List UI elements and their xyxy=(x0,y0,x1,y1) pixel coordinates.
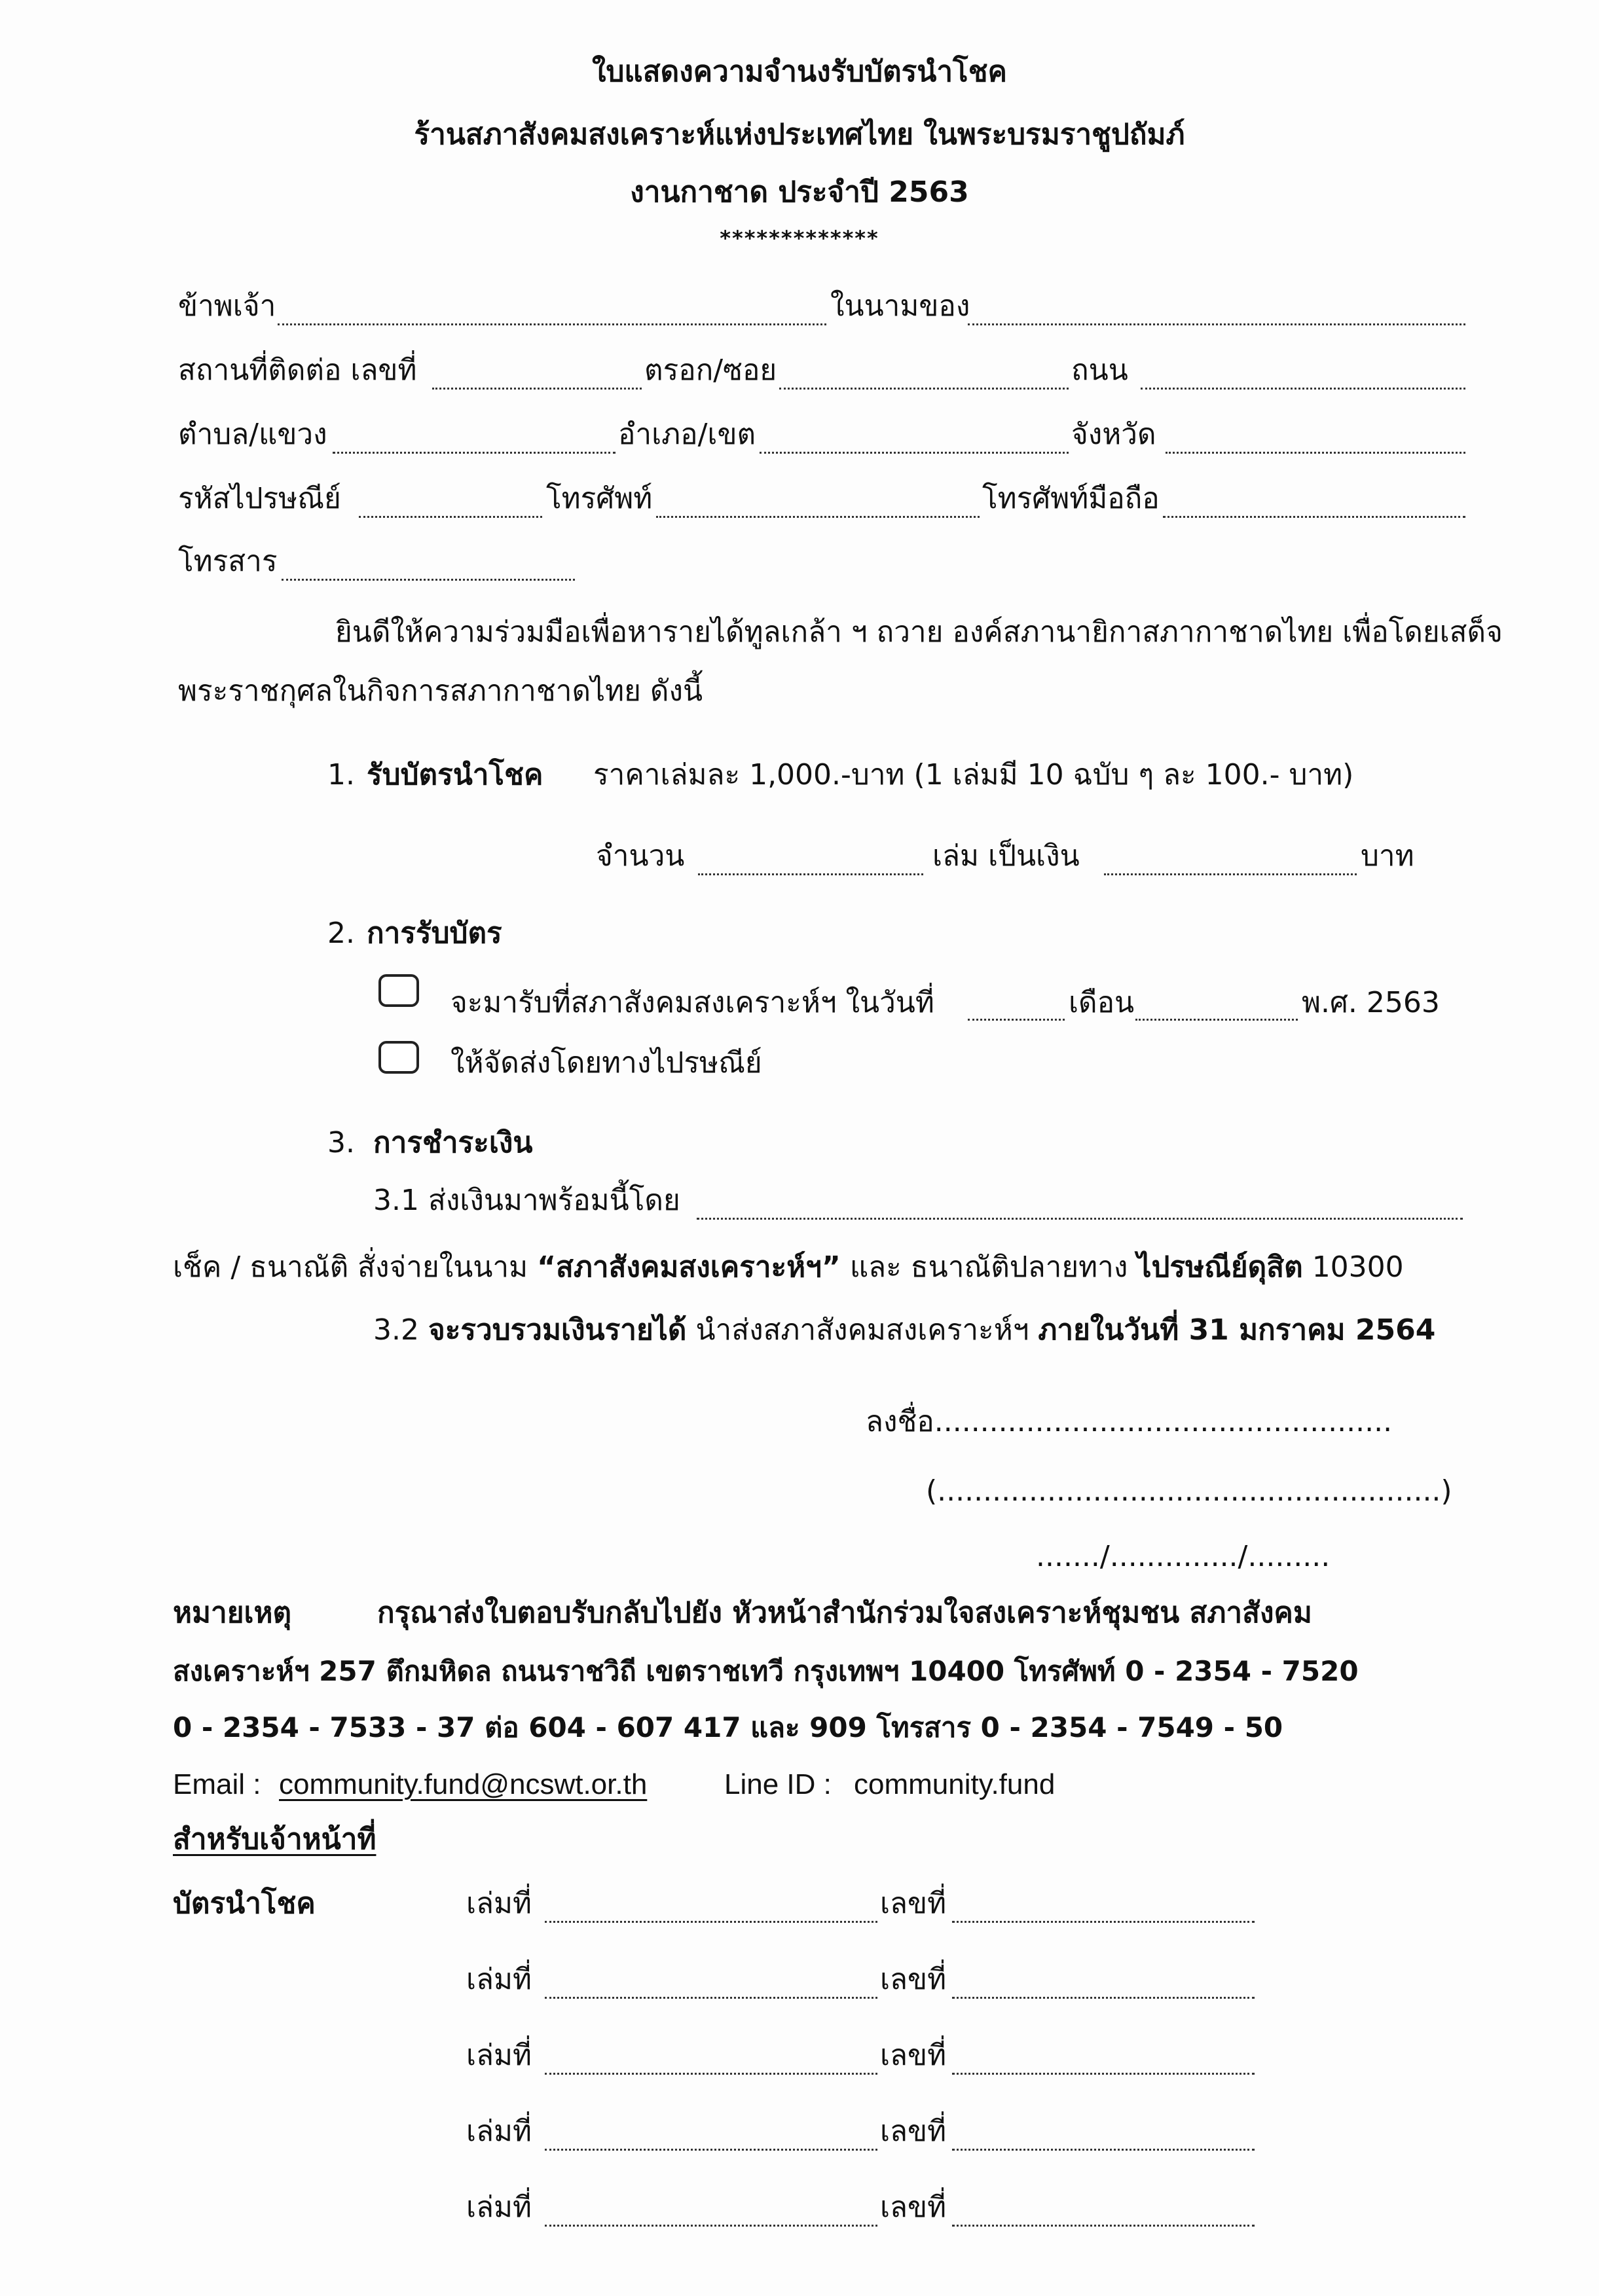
subdistrict-field[interactable] xyxy=(333,452,616,454)
line-id-label: Line ID : xyxy=(724,1768,832,1800)
date-line[interactable]: ......./............../......... xyxy=(1036,1540,1331,1573)
fax-field[interactable] xyxy=(282,579,575,581)
section-2-title: การรับบัตร xyxy=(367,917,502,950)
book-number-label: เล่มที่ xyxy=(466,2115,532,2148)
book-number-field[interactable] xyxy=(545,2225,877,2227)
officer-heading: สำหรับเจ้าหน้าที่ xyxy=(173,1823,377,1856)
item-3-2-collect: จะรวบรวมเงินรายได้ xyxy=(428,1313,687,1347)
payment-item-3-1: 3.1 ส่งเงินมาพร้อมนี้โดย xyxy=(373,1184,680,1217)
header-divider-stars: ************* xyxy=(720,226,879,251)
lottery-ticket-label: บัตรนำโชค xyxy=(173,1887,316,1920)
ticket-number-label: เลขที่ xyxy=(880,1887,947,1920)
mobile-label: โทรศัพท์มือถือ xyxy=(982,482,1160,515)
month-label: เดือน xyxy=(1069,986,1135,1019)
event-name: งานกาชาด ประจำปี 2563 xyxy=(630,175,969,209)
ticket-number-field[interactable] xyxy=(952,1997,1255,1999)
intro-line-2: พระราชกุศลในกิจการสภากาชาดไทย ดังนี้ xyxy=(178,674,703,708)
book-number-label: เล่มที่ xyxy=(466,1887,532,1920)
ticket-number-field[interactable] xyxy=(952,2149,1255,2151)
books-quantity-field[interactable] xyxy=(698,873,923,875)
book-number-field[interactable] xyxy=(545,2149,877,2151)
book-number-label: เล่มที่ xyxy=(466,2039,532,2072)
note-line-3: 0 - 2354 - 7533 - 37 ต่อ 604 - 607 417 และ 909 โทรสาร 0 - 2354 - 7549 - 50 xyxy=(173,1711,1283,1743)
mobile-field[interactable] xyxy=(1163,516,1465,518)
on-behalf-field[interactable] xyxy=(968,323,1465,325)
signature-line[interactable] xyxy=(866,1405,1393,1438)
email-label: Email : xyxy=(173,1768,261,1800)
section-1-title: รับบัตรนำโชค xyxy=(367,758,543,792)
section-1-number: 1. xyxy=(327,758,355,792)
ticket-number-label: เลขที่ xyxy=(880,2039,947,2072)
district-field[interactable] xyxy=(760,452,1069,454)
note-line-2: สงเคราะห์ฯ 257 ตึกมหิดล ถนนราชวิถี เขตราชเทวี กรุงเทพฯ 10400 โทรศัพท์ 0 - 2354 - 7520 xyxy=(173,1655,1359,1687)
form-title: ใบแสดงความจำนงรับบัตรนำโชค xyxy=(591,55,1007,88)
amount-label: จำนวน xyxy=(596,839,685,873)
pickup-option-text: จะมารับที่สภาสังคมสงเคราะห์ฯ ในวันที่ xyxy=(450,986,934,1019)
pickup-month-field[interactable] xyxy=(1135,1019,1298,1021)
mail-delivery-option-text: ให้จัดส่งโดยทางไปรษณีย์ xyxy=(450,1046,762,1080)
mail-delivery-checkbox[interactable] xyxy=(378,1041,419,1074)
payee-name: “สภาสังคมสงเคราะห์ฯ” xyxy=(537,1250,841,1284)
road-label: ถนน xyxy=(1071,354,1128,387)
payment-item-3-2 xyxy=(373,1313,1436,1347)
address-number-field[interactable] xyxy=(432,388,642,390)
ticket-number-label: เลขที่ xyxy=(880,1963,947,1996)
item-3-2-deliver: นำส่งสภาสังคมสงเคราะห์ฯ xyxy=(695,1313,1029,1347)
note-line-1: กรุณาส่งใบตอบรับกลับไปยัง หัวหน้าสำนักร่วมใจสงเคราะห์ชุมชน สภาสังคม xyxy=(377,1596,1312,1630)
books-label: เล่ม เป็นเงิน xyxy=(932,839,1080,873)
ticket-price-text: ราคาเล่มละ 1,000.-บาท (1 เล่มมี 10 ฉบับ ๆ ละ 100.- บาท) xyxy=(593,758,1354,792)
year-label: พ.ศ. 2563 xyxy=(1302,986,1440,1019)
book-number-label: เล่มที่ xyxy=(466,1963,532,1996)
book-number-field[interactable] xyxy=(545,1921,877,1923)
alley-field[interactable] xyxy=(779,388,1069,390)
province-label: จังหวัด xyxy=(1071,418,1156,451)
province-field[interactable] xyxy=(1166,452,1465,454)
district-label: อำเภอ/เขต xyxy=(618,418,756,451)
book-number-field[interactable] xyxy=(545,2073,877,2075)
item-3-2-deadline: ภายในวันที่ 31 มกราคม 2564 xyxy=(1038,1313,1436,1347)
baht-label: บาท xyxy=(1361,839,1414,873)
note-label: หมายเหตุ xyxy=(173,1596,292,1630)
pickup-checkbox[interactable] xyxy=(378,974,419,1007)
name-label: ข้าพเจ้า xyxy=(178,289,276,323)
organization-name: ร้านสภาสังคมสงเคราะห์แห่งประเทศไทย ในพระบรมราชูปถัมภ์ xyxy=(414,118,1185,151)
ticket-number-label: เลขที่ xyxy=(880,2191,947,2224)
on-behalf-label: ในนามของ xyxy=(830,289,970,323)
post-office-code: 10300 xyxy=(1312,1250,1404,1284)
sign-dots: .................................................. xyxy=(934,1405,1393,1438)
section-3-number: 3. xyxy=(327,1126,355,1159)
fax-label: โทรสาร xyxy=(178,545,278,578)
payment-method-field[interactable] xyxy=(697,1218,1463,1220)
item-3-2-number: 3.2 xyxy=(373,1313,419,1347)
cheque-prefix: เช็ค / ธนาณัติ สั่งจ่ายในนาม xyxy=(173,1250,528,1284)
name-field[interactable] xyxy=(278,323,826,325)
intro-line-1: ยินดีให้ความร่วมมือเพื่อหารายได้ทูลเกล้า ฯ ถวาย องค์สภานายิกาสภากาชาดไทย เพื่อโดยเสด็จ xyxy=(335,615,1503,649)
printed-name-line[interactable]: (.......................................................) xyxy=(926,1474,1452,1508)
ticket-number-field[interactable] xyxy=(952,2073,1255,2075)
phone-label: โทรศัพท์ xyxy=(546,482,653,515)
section-2-number: 2. xyxy=(327,917,355,950)
line-id-value: community.fund xyxy=(854,1768,1056,1800)
ticket-number-field[interactable] xyxy=(952,2225,1255,2227)
amount-baht-field[interactable] xyxy=(1104,873,1357,875)
road-field[interactable] xyxy=(1141,388,1465,390)
book-number-label: เล่มที่ xyxy=(466,2191,532,2224)
cheque-text-row xyxy=(173,1250,1404,1284)
book-number-field[interactable] xyxy=(545,1997,877,1999)
postcode-label: รหัสไปรษณีย์ xyxy=(178,482,341,515)
ticket-number-field[interactable] xyxy=(952,1921,1255,1923)
ticket-number-label: เลขที่ xyxy=(880,2115,947,2148)
phone-field[interactable] xyxy=(656,516,980,518)
pickup-day-field[interactable] xyxy=(968,1019,1065,1021)
subdistrict-label: ตำบล/แขวง xyxy=(178,418,327,451)
alley-label: ตรอก/ซอย xyxy=(644,354,777,387)
section-3-title: การชำระเงิน xyxy=(373,1126,533,1159)
address-number-label: สถานที่ติดต่อ เลขที่ xyxy=(178,354,417,387)
post-office-name: ไปรษณีย์ดุสิต xyxy=(1137,1250,1303,1284)
money-order-text: และ ธนาณัติปลายทาง xyxy=(849,1250,1128,1284)
email-link[interactable]: community.fund@ncswt.or.th xyxy=(279,1768,648,1800)
sign-label: ลงชื่อ xyxy=(866,1405,934,1438)
postcode-field[interactable] xyxy=(359,516,542,518)
